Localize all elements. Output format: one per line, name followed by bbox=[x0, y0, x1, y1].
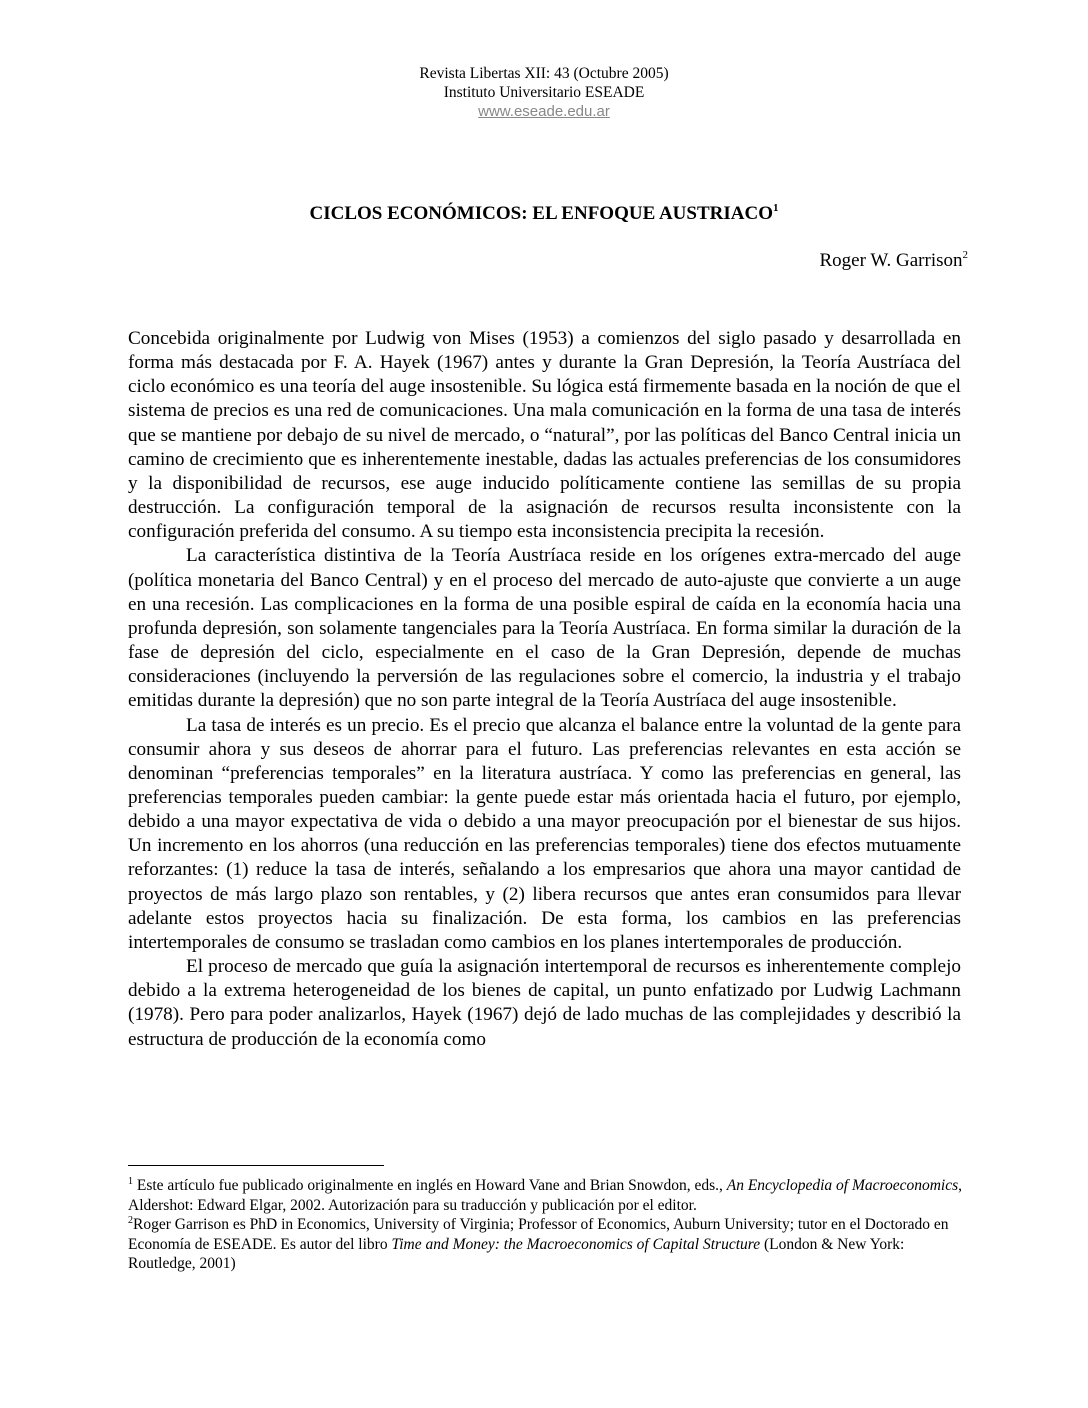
article-author bbox=[819, 250, 968, 272]
footnote-1-book-title: An Encyclopedia of Macroeconomics bbox=[726, 1177, 959, 1194]
journal-citation: Revista Libertas XII: 43 (Octubre 2005) bbox=[419, 65, 669, 82]
footnote-1 bbox=[128, 1176, 968, 1215]
website-link[interactable]: www.eseade.edu.ar bbox=[478, 103, 610, 120]
footnote-ref-1[interactable]: 1 bbox=[772, 202, 779, 214]
footnote-1-text: Este artículo fue publicado originalmente en inglés en Howard Vane and Brian Snowdon, eds., bbox=[133, 1177, 727, 1194]
article-title-text: CICLOS ECONÓMICOS: EL ENFOQUE AUSTRIACO bbox=[309, 203, 773, 224]
footnote-ref-2[interactable]: 2 bbox=[962, 249, 968, 261]
footnote-2-text-end: (London & New York: Routledge, 2001) bbox=[128, 1235, 905, 1272]
article-title bbox=[0, 203, 1088, 225]
institution-name: Instituto Universitario ESEADE bbox=[443, 84, 645, 101]
article-body bbox=[128, 327, 961, 1052]
paragraph-3: La tasa de interés es un precio. Es el precio que alcanza el balance entre la voluntad de la gente para consumir ahora y sus deseos de ahorrar para el futuro. Las preferencias relevantes en esta acción se denominan “preferencias temporales” en la literatura austríaca. Y como las preferencias en general, las preferencias temporales pueden cambiar: la gente puede estar más orientada hacia el futuro, por ejemplo, debido a una mayor expectativa de vida o debido a una mayor preocupación por el bienestar de sus hijos. Un incremento en los ahorros (una reducción en las preferencias temporales) tiene dos efectos mutuamente reforzantes: (1) reduce la tasa de interés, señalando a los empresarios que ahora una mayor cantidad de proyectos de más largo plazo son rentables, y (2) libera recursos que antes eran consumidos para llevar adelante estos proyectos hacia su finalización. De esta forma, los cambios en las preferencias intertemporales de consumo se trasladan como cambios en los planes intertemporales de producción. bbox=[128, 714, 961, 953]
author-name: Roger W. Garrison bbox=[819, 250, 963, 271]
footnote-separator bbox=[128, 1165, 384, 1166]
footnotes bbox=[128, 1176, 968, 1274]
paragraph-4: El proceso de mercado que guía la asignación intertemporal de recursos es inherentemente complejo debido a la extrema heterogeneidad de los bienes de capital, un punto enfatizado por Ludwig Lachmann (1978). Pero para poder analizarlos, Hayek (1967) dejó de lado muchas de las complejidades y describió la estructura de producción de la economía como bbox=[128, 956, 961, 1050]
footnote-2-book-title: Time and Money: the Macroeconomics of Capital Structure bbox=[391, 1235, 761, 1253]
footnote-1-number: 1 bbox=[128, 1176, 133, 1187]
paragraph-1: Concebida originalmente por Ludwig von Mises (1953) a comienzos del siglo pasado y desarrollada en forma más destacada por F. A. Hayek (1967) antes y durante la Gran Depresión, la Teoría Austríaca del ciclo económico es una teoría del auge insostenible. Su lógica está firmemente basada en la noción de que el sistema de precios es una red de comunicaciones. Una mala comunicación en la forma de una tasa de interés que se mantiene por debajo de su nivel de mercado, o “natural”, por las políticas del Banco Central inicia un camino de crecimiento que es inherentemente inestable, dadas las actuales preferencias de los consumidores y la disponibilidad de recursos, ese auge inducido políticamente contiene las semillas de su propia destrucción. La configuración temporal de la asignación de recursos resulta inconsistente con la configuración preferida del consumo. A su tiempo esta inconsistencia precipita la recesión. bbox=[128, 328, 961, 543]
footnote-2-text: Roger Garrison es PhD in Economics, University of Virginia; Professor of Economics, Auburn University; tutor en el Doctorado en Economía de ESEADE. Es autor del libro bbox=[128, 1216, 949, 1253]
footnote-1-text-end: , Aldershot: Edward Elgar, 2002. Autorización para su traducción y publicación por el editor. bbox=[128, 1177, 963, 1214]
page-header bbox=[0, 64, 1088, 121]
paragraph-2: La característica distintiva de la Teoría Austríaca reside en los orígenes extra-mercado del auge (política monetaria del Banco Central) y en el proceso del mercado de auto-ajuste que convierte a un auge en una recesión. Las complicaciones en la forma de una posible espiral de caída en la economía hacia una profunda depresión, son solamente tangenciales para la Teoría Austríaca. En forma similar la duración de la fase de depresión del ciclo, especialmente en el caso de la Gran Depresión, depende de muchas consideraciones (incluyendo la perversión de las regulaciones sobre el comercio, la industria y el trabajo emitidas durante la depresión) que no son parte integral de la Teoría Austríaca del auge insostenible. bbox=[128, 545, 961, 712]
footnote-2 bbox=[128, 1215, 968, 1274]
footnote-2-number: 2 bbox=[128, 1215, 133, 1226]
